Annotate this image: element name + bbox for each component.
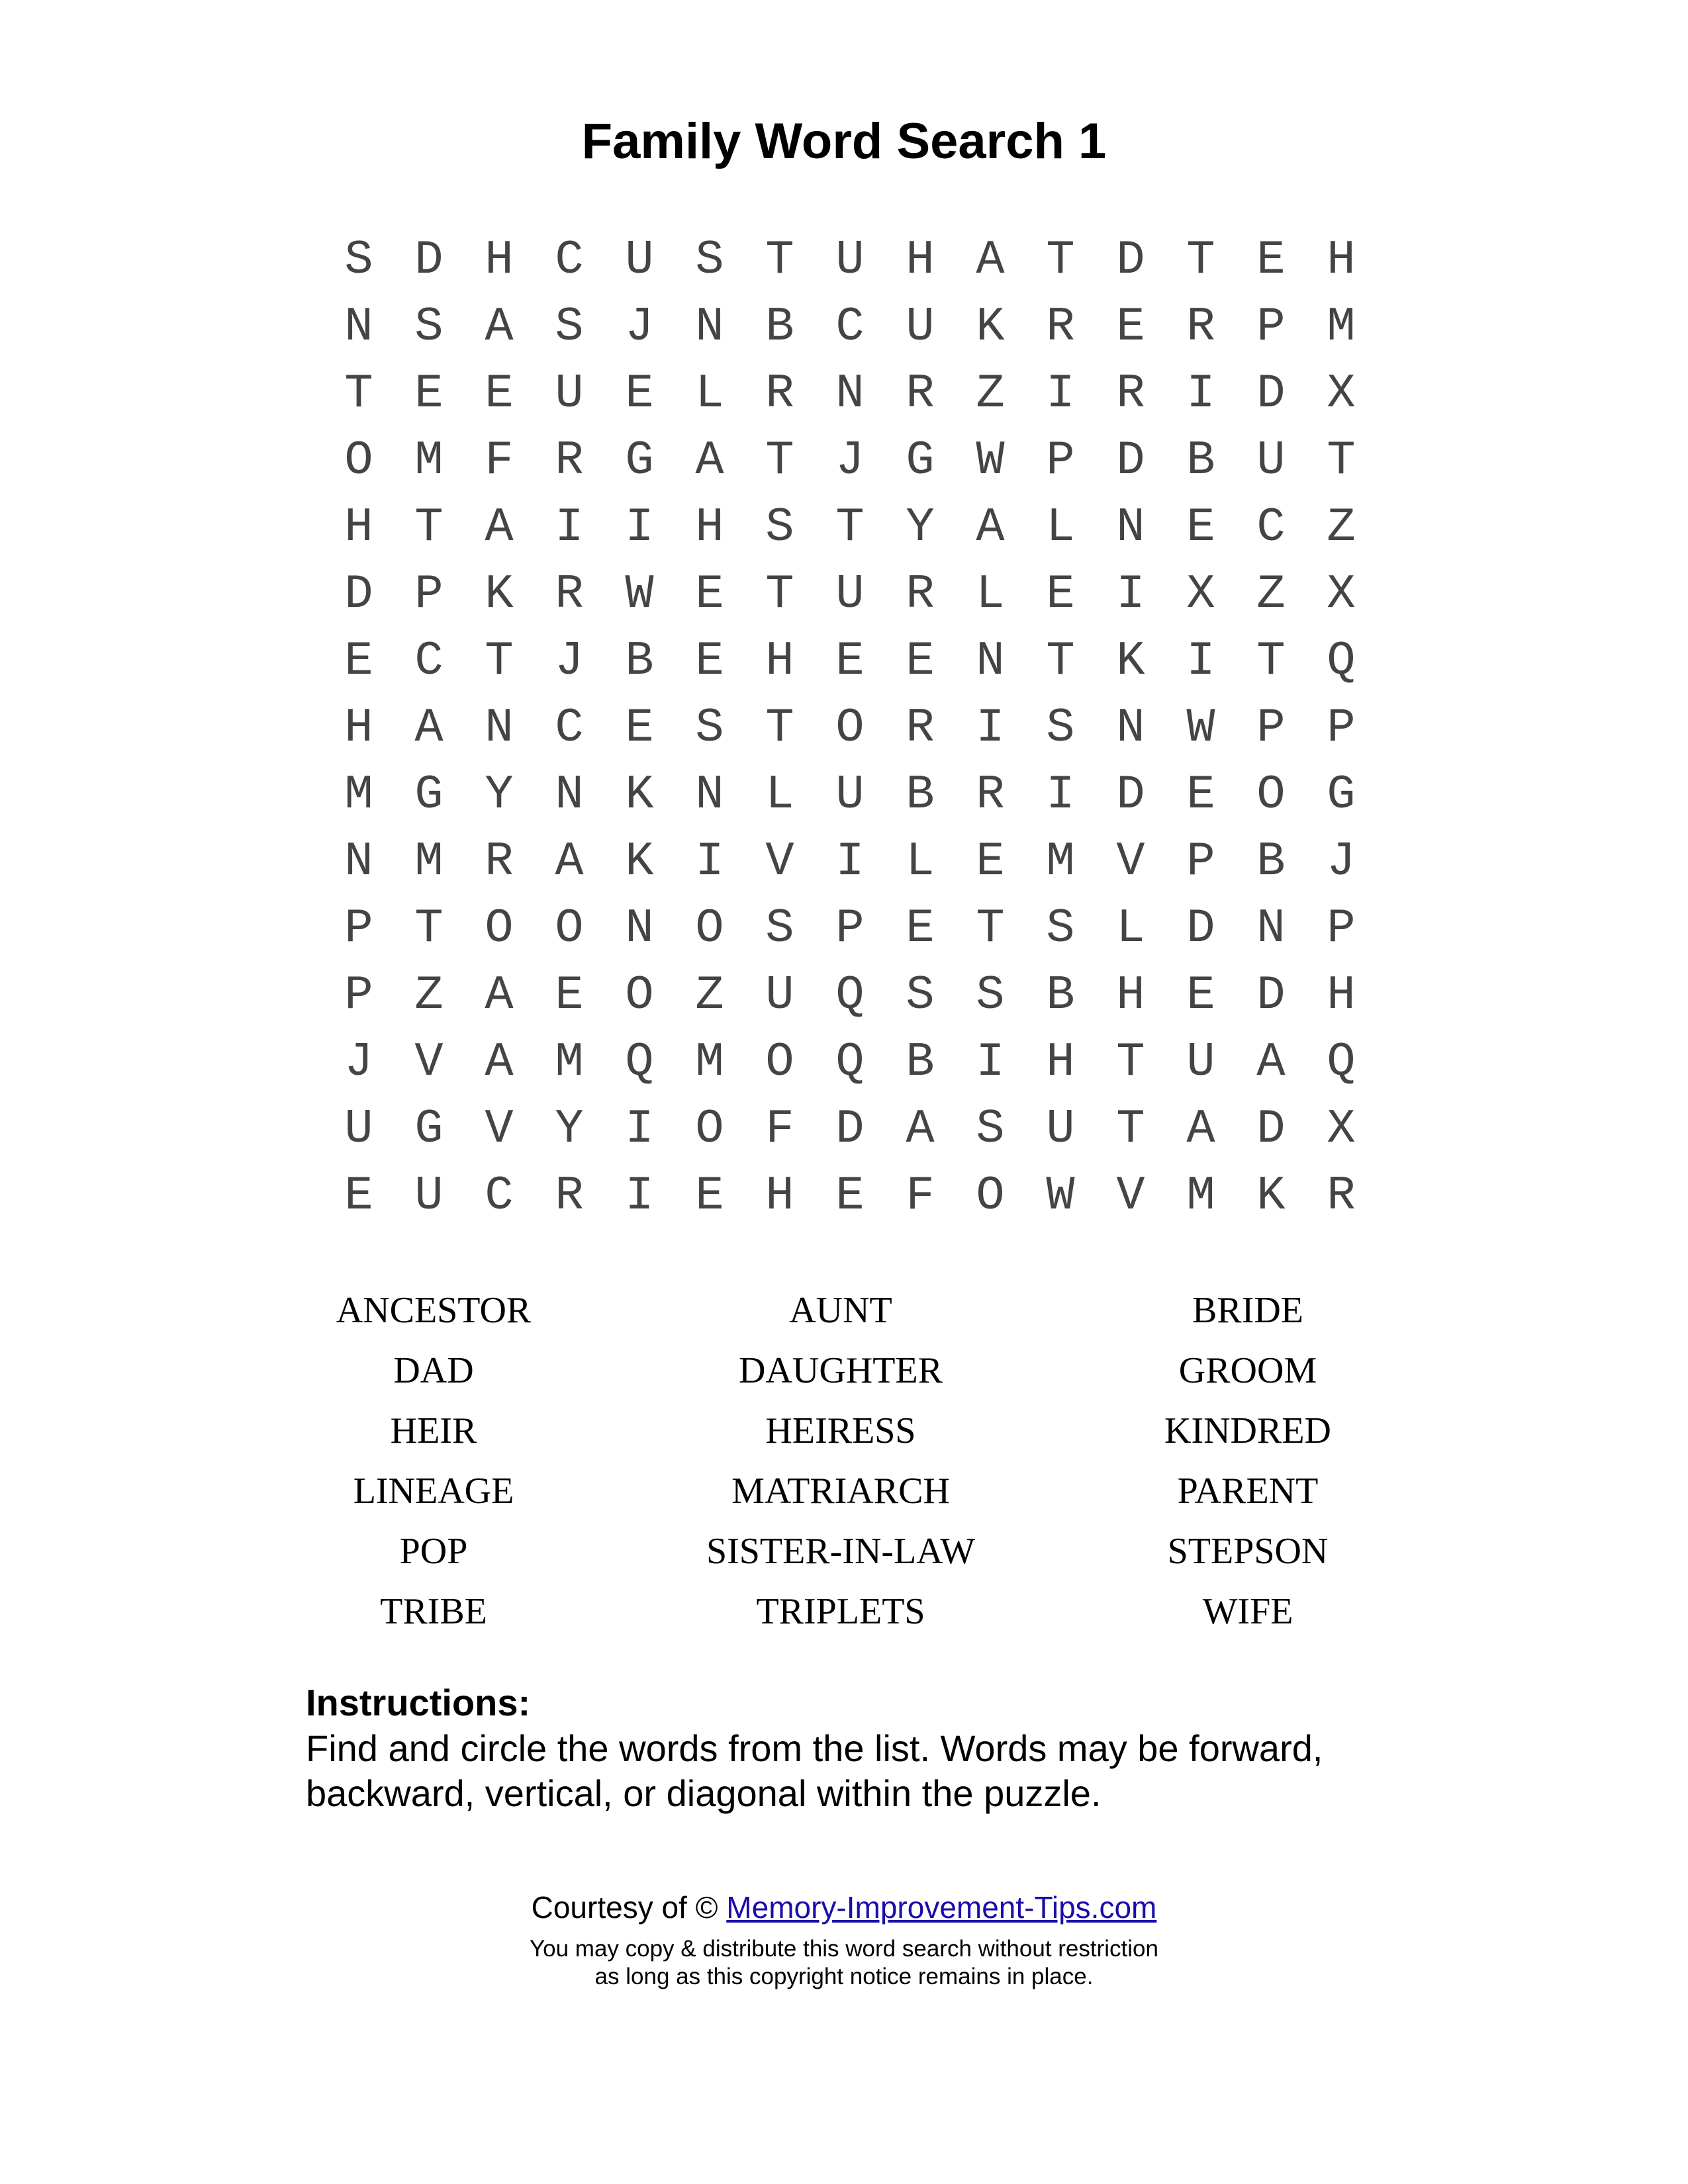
grid-letter: A	[555, 835, 584, 889]
word-list-item: TRIBE	[380, 1591, 487, 1632]
word-list-item: POP	[399, 1531, 468, 1572]
grid-letter: T	[1046, 634, 1075, 688]
grid-letter: U	[835, 768, 865, 822]
grid-letter: A	[976, 500, 1005, 555]
grid-letter: T	[414, 901, 444, 956]
grid-letter: Q	[835, 1035, 865, 1089]
grid-letter: P	[414, 567, 444, 621]
grid-letter: R	[555, 1169, 584, 1223]
grid-letter: P	[1327, 901, 1356, 956]
instructions-text: Find and circle the words from the list. Words may be forward, backward, vertical, or diagonal within the puzzle.	[306, 1727, 1323, 1814]
grid-letter: S	[695, 233, 724, 287]
grid-letter: I	[835, 835, 865, 889]
grid-letter: B	[1186, 433, 1215, 488]
grid-letter: B	[1256, 835, 1286, 889]
grid-letter: A	[485, 300, 514, 354]
word-list	[291, 1281, 1390, 1642]
grid-letter: C	[1256, 500, 1286, 555]
grid-letter: E	[695, 567, 724, 621]
grid-letter: K	[1116, 634, 1145, 688]
grid-letter: H	[1116, 968, 1145, 1023]
grid-letter: N	[344, 300, 373, 354]
grid-letter: G	[1327, 768, 1356, 822]
grid-letter: R	[906, 567, 935, 621]
grid-letter: O	[695, 1102, 724, 1156]
grid-letter: U	[625, 233, 654, 287]
grid-letter: G	[906, 433, 935, 488]
grid-letter: J	[1327, 835, 1356, 889]
grid-letter: C	[414, 634, 444, 688]
grid-letter: M	[344, 768, 373, 822]
grid-letter: H	[906, 233, 935, 287]
grid-letter: A	[1256, 1035, 1286, 1089]
grid-letter: D	[344, 567, 373, 621]
grid-letter: E	[976, 835, 1005, 889]
grid-letter: A	[485, 968, 514, 1023]
grid-letter: Z	[414, 968, 444, 1023]
grid-letter: O	[555, 901, 584, 956]
grid-letter: C	[555, 701, 584, 755]
grid-letter: L	[765, 768, 794, 822]
grid-letter: T	[835, 500, 865, 555]
grid-letter: J	[625, 300, 654, 354]
letter-grid	[324, 227, 1376, 1230]
word-list-item: TRIPLETS	[756, 1591, 925, 1632]
grid-letter: L	[1046, 500, 1075, 555]
grid-letter: W	[1046, 1169, 1075, 1223]
grid-letter: O	[1256, 768, 1286, 822]
word-list-item: DAUGHTER	[739, 1350, 943, 1391]
word-list-item: GROOM	[1178, 1350, 1317, 1391]
grid-letter: X	[1327, 1102, 1356, 1156]
word-list-item: MATRIARCH	[731, 1471, 950, 1512]
grid-letter: O	[485, 901, 514, 956]
grid-letter: N	[835, 367, 865, 421]
grid-letter: E	[1116, 300, 1145, 354]
grid-letter: A	[976, 233, 1005, 287]
grid-letter: E	[1186, 500, 1215, 555]
grid-letter: A	[695, 433, 724, 488]
website-link[interactable]: Memory-Improvement-Tips.com	[726, 1890, 1157, 1925]
grid-letter: P	[1256, 300, 1286, 354]
grid-letter: L	[1116, 901, 1145, 956]
grid-letter: T	[1116, 1102, 1145, 1156]
grid-letter: I	[976, 1035, 1005, 1089]
grid-letter: R	[906, 701, 935, 755]
grid-letter: R	[1046, 300, 1075, 354]
grid-letter: N	[625, 901, 654, 956]
grid-letter: H	[344, 500, 373, 555]
grid-letter: O	[976, 1169, 1005, 1223]
grid-letter: J	[555, 634, 584, 688]
grid-letter: G	[625, 433, 654, 488]
grid-letter: D	[1186, 901, 1215, 956]
word-list-item: ANCESTOR	[336, 1290, 532, 1331]
grid-letter: Y	[485, 768, 514, 822]
copyright-notice-line-2: as long as this copyright notice remains in place.	[594, 1964, 1094, 1989]
grid-letter: N	[555, 768, 584, 822]
grid-letter: E	[1256, 233, 1286, 287]
grid-letter: U	[765, 968, 794, 1023]
grid-letter: P	[344, 901, 373, 956]
grid-letter: H	[1327, 968, 1356, 1023]
grid-letter: T	[765, 233, 794, 287]
word-list-item: HEIR	[390, 1410, 477, 1451]
grid-letter: H	[344, 701, 373, 755]
grid-letter: W	[625, 567, 654, 621]
page-title: Family Word Search 1	[581, 113, 1107, 169]
grid-letter: A	[906, 1102, 935, 1156]
grid-letter: E	[1186, 768, 1215, 822]
grid-letter: H	[485, 233, 514, 287]
grid-letter: J	[835, 433, 865, 488]
grid-letter: D	[1116, 233, 1145, 287]
grid-letter: E	[485, 367, 514, 421]
grid-letter: T	[1256, 634, 1286, 688]
grid-letter: E	[906, 634, 935, 688]
grid-letter: F	[906, 1169, 935, 1223]
grid-letter: O	[625, 968, 654, 1023]
grid-letter: G	[414, 768, 444, 822]
grid-letter: A	[414, 701, 444, 755]
grid-letter: T	[976, 901, 1005, 956]
grid-letter: S	[1046, 901, 1075, 956]
grid-letter: Q	[835, 968, 865, 1023]
word-list-item: AUNT	[789, 1290, 892, 1331]
grid-letter: O	[765, 1035, 794, 1089]
grid-letter: B	[625, 634, 654, 688]
grid-letter: T	[344, 367, 373, 421]
grid-letter: L	[695, 367, 724, 421]
grid-letter: M	[414, 433, 444, 488]
grid-letter: E	[344, 634, 373, 688]
grid-letter: O	[835, 701, 865, 755]
grid-letter: E	[555, 968, 584, 1023]
grid-letter: I	[695, 835, 724, 889]
grid-letter: Q	[625, 1035, 654, 1089]
word-list-item: SISTER-IN-LAW	[706, 1531, 976, 1572]
grid-letter: T	[1046, 233, 1075, 287]
grid-letter: X	[1186, 567, 1215, 621]
grid-letter: S	[1046, 701, 1075, 755]
grid-letter: U	[835, 567, 865, 621]
grid-letter: U	[835, 233, 865, 287]
grid-letter: F	[765, 1102, 794, 1156]
word-list-item: STEPSON	[1167, 1531, 1329, 1572]
grid-letter: L	[976, 567, 1005, 621]
grid-letter: I	[625, 1102, 654, 1156]
grid-letter: C	[835, 300, 865, 354]
grid-letter: P	[1046, 433, 1075, 488]
grid-letter: B	[1046, 968, 1075, 1023]
grid-letter: I	[1186, 367, 1215, 421]
grid-letter: M	[1327, 300, 1356, 354]
grid-letter: L	[906, 835, 935, 889]
grid-letter: K	[625, 835, 654, 889]
grid-letter: U	[1186, 1035, 1215, 1089]
grid-letter: E	[344, 1169, 373, 1223]
word-list-item: WIFE	[1202, 1591, 1293, 1632]
grid-letter: I	[1046, 367, 1075, 421]
grid-letter: X	[1327, 567, 1356, 621]
courtesy-line	[0, 1889, 1688, 1925]
grid-letter: M	[414, 835, 444, 889]
grid-letter: S	[555, 300, 584, 354]
grid-letter: K	[625, 768, 654, 822]
grid-letter: T	[765, 567, 794, 621]
grid-letter: K	[485, 567, 514, 621]
grid-letter: T	[1116, 1035, 1145, 1089]
grid-letter: E	[414, 367, 444, 421]
grid-letter: Z	[976, 367, 1005, 421]
grid-letter: E	[695, 1169, 724, 1223]
grid-letter: M	[555, 1035, 584, 1089]
grid-letter: G	[414, 1102, 444, 1156]
grid-letter: B	[906, 768, 935, 822]
grid-letter: C	[555, 233, 584, 287]
grid-letter: V	[765, 835, 794, 889]
grid-letter: B	[906, 1035, 935, 1089]
grid-letter: U	[906, 300, 935, 354]
grid-letter: U	[1256, 433, 1286, 488]
grid-letter: I	[976, 701, 1005, 755]
grid-letter: N	[344, 835, 373, 889]
grid-letter: R	[485, 835, 514, 889]
grid-letter: T	[765, 433, 794, 488]
grid-letter: R	[765, 367, 794, 421]
grid-letter: D	[1116, 433, 1145, 488]
grid-letter: D	[414, 233, 444, 287]
grid-letter: Y	[906, 500, 935, 555]
word-list-item: HEIRESS	[765, 1410, 916, 1451]
courtesy-prefix: Courtesy of ©	[531, 1890, 718, 1925]
grid-letter: A	[485, 500, 514, 555]
grid-letter: S	[976, 968, 1005, 1023]
grid-letter: N	[1116, 701, 1145, 755]
grid-letter: S	[765, 500, 794, 555]
grid-letter: H	[765, 1169, 794, 1223]
grid-letter: B	[765, 300, 794, 354]
word-list-item: KINDRED	[1164, 1410, 1331, 1451]
grid-letter: T	[485, 634, 514, 688]
grid-letter: E	[906, 901, 935, 956]
grid-letter: U	[1046, 1102, 1075, 1156]
grid-letter: X	[1327, 367, 1356, 421]
grid-letter: I	[1046, 768, 1075, 822]
grid-letter: E	[625, 701, 654, 755]
grid-letter: A	[1186, 1102, 1215, 1156]
grid-letter: N	[485, 701, 514, 755]
instructions-heading: Instructions:	[306, 1682, 531, 1723]
grid-letter: M	[695, 1035, 724, 1089]
grid-letter: D	[1256, 1102, 1286, 1156]
grid-letter: E	[695, 634, 724, 688]
grid-letter: H	[765, 634, 794, 688]
grid-letter: I	[1186, 634, 1215, 688]
grid-letter: E	[835, 1169, 865, 1223]
grid-letter: S	[976, 1102, 1005, 1156]
grid-letter: W	[976, 433, 1005, 488]
grid-letter: Z	[1327, 500, 1356, 555]
grid-letter: V	[1116, 835, 1145, 889]
grid-letter: R	[1116, 367, 1145, 421]
grid-letter: E	[625, 367, 654, 421]
grid-letter: H	[1327, 233, 1356, 287]
grid-letter: E	[1186, 968, 1215, 1023]
grid-letter: P	[1186, 835, 1215, 889]
word-list-item: DAD	[393, 1350, 474, 1391]
grid-letter: U	[555, 367, 584, 421]
grid-letter: Q	[1327, 634, 1356, 688]
grid-letter: E	[1046, 567, 1075, 621]
grid-letter: H	[1046, 1035, 1075, 1089]
grid-letter: Y	[555, 1102, 584, 1156]
copyright-notice-line-1: You may copy & distribute this word search without restriction	[530, 1936, 1158, 1962]
grid-letter: D	[1256, 367, 1286, 421]
grid-letter: T	[1186, 233, 1215, 287]
grid-letter: U	[344, 1102, 373, 1156]
grid-letter: S	[344, 233, 373, 287]
grid-letter: T	[1327, 433, 1356, 488]
grid-letter: N	[1116, 500, 1145, 555]
grid-letter: P	[1256, 701, 1286, 755]
grid-letter: H	[695, 500, 724, 555]
grid-letter: O	[695, 901, 724, 956]
grid-letter: Q	[1327, 1035, 1356, 1089]
grid-letter: K	[976, 300, 1005, 354]
grid-letter: T	[765, 701, 794, 755]
grid-letter: I	[1116, 567, 1145, 621]
grid-letter: S	[695, 701, 724, 755]
grid-letter: K	[1256, 1169, 1286, 1223]
word-list-item: PARENT	[1177, 1471, 1319, 1512]
grid-letter: J	[344, 1035, 373, 1089]
grid-letter: E	[835, 634, 865, 688]
grid-letter: R	[976, 768, 1005, 822]
grid-letter: M	[1046, 835, 1075, 889]
grid-letter: V	[414, 1035, 444, 1089]
grid-letter: V	[485, 1102, 514, 1156]
grid-letter: F	[485, 433, 514, 488]
grid-letter: C	[485, 1169, 514, 1223]
grid-letter: I	[625, 1169, 654, 1223]
grid-letter: D	[1116, 768, 1145, 822]
grid-letter: Z	[695, 968, 724, 1023]
grid-letter: R	[1186, 300, 1215, 354]
grid-letter: D	[1256, 968, 1286, 1023]
grid-letter: I	[625, 500, 654, 555]
grid-letter: T	[414, 500, 444, 555]
grid-letter: W	[1186, 701, 1215, 755]
word-list-item: LINEAGE	[353, 1471, 514, 1512]
grid-letter: R	[555, 567, 584, 621]
grid-letter: N	[695, 768, 724, 822]
grid-letter: I	[555, 500, 584, 555]
grid-letter: S	[414, 300, 444, 354]
grid-letter: Z	[1256, 567, 1286, 621]
grid-letter: V	[1116, 1169, 1145, 1223]
grid-letter: D	[835, 1102, 865, 1156]
grid-letter: R	[906, 367, 935, 421]
grid-letter: N	[1256, 901, 1286, 956]
grid-letter: P	[344, 968, 373, 1023]
grid-letter: S	[765, 901, 794, 956]
grid-letter: A	[485, 1035, 514, 1089]
grid-letter: U	[414, 1169, 444, 1223]
grid-letter: M	[1186, 1169, 1215, 1223]
grid-letter: N	[695, 300, 724, 354]
word-list-item: BRIDE	[1192, 1290, 1303, 1331]
grid-letter: R	[555, 433, 584, 488]
grid-letter: S	[906, 968, 935, 1023]
grid-letter: N	[976, 634, 1005, 688]
grid-letter: P	[1327, 701, 1356, 755]
grid-letter: R	[1327, 1169, 1356, 1223]
grid-letter: O	[344, 433, 373, 488]
grid-letter: P	[835, 901, 865, 956]
